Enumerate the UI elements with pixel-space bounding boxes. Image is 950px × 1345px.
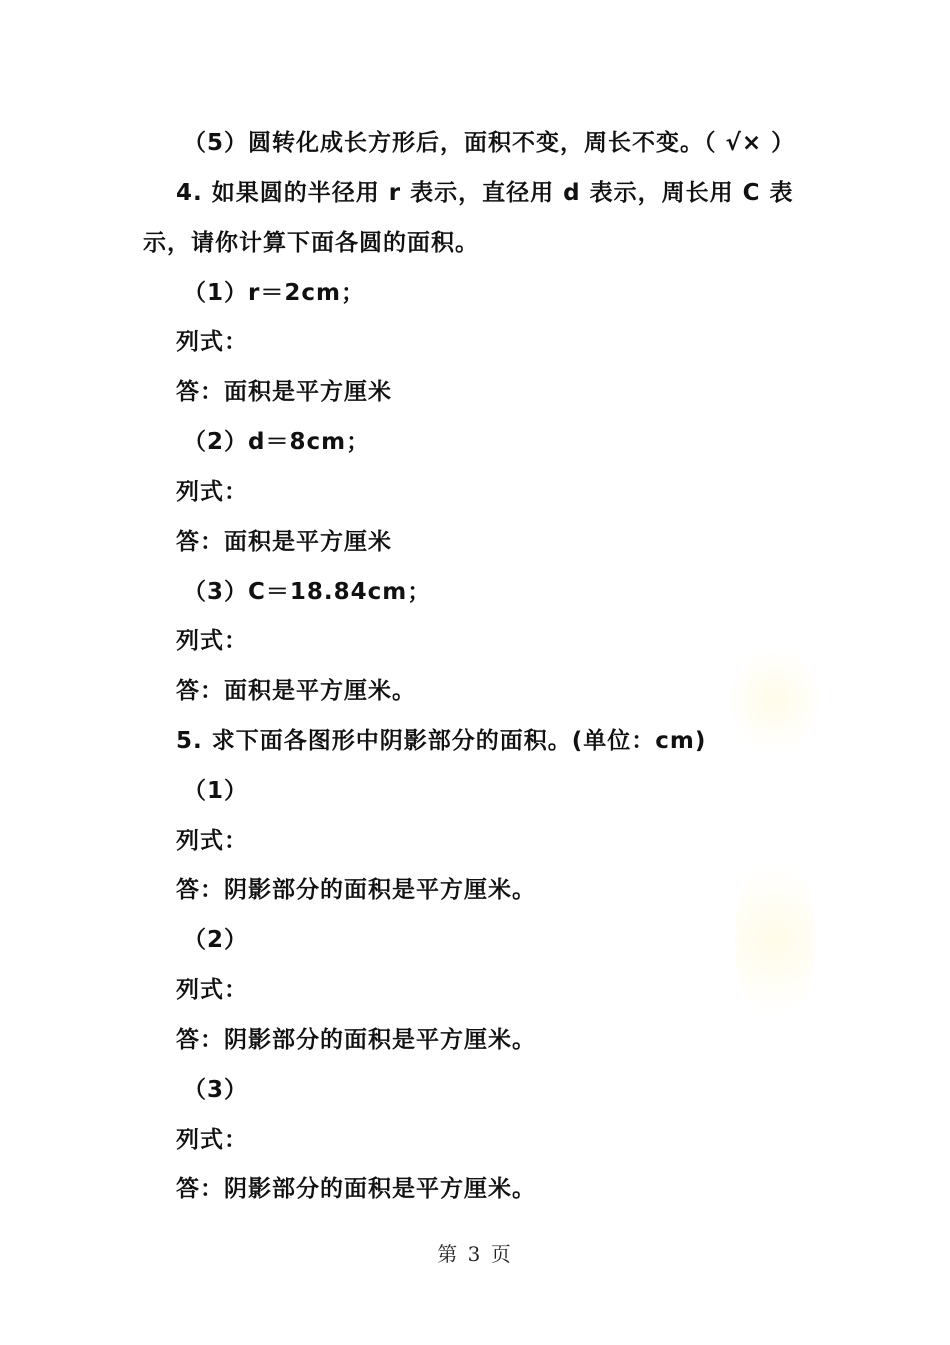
formula-label: 列式： [176,977,248,1003]
formula-label: 列式： [176,628,248,654]
question-5-part-3: （3） [183,1077,249,1103]
formula-label: 列式： [176,479,248,505]
question-5-part-2: （2） [183,927,249,953]
answer-line: 答：面积是平方厘米 [176,379,392,405]
answer-line: 答：阴影部分的面积是平方厘米。 [176,877,536,903]
formula-label: 列式： [176,1127,248,1153]
question-5-item-5: （5）圆转化成长方形后，面积不变，周长不变。（ √× ） [183,130,796,156]
question-5-part-1: （1） [183,778,249,804]
question-4-stem-continued: 示，请你计算下面各圆的面积。 [143,230,479,256]
formula-label: 列式： [176,329,248,355]
page-number: 第 3 页 [437,1242,513,1266]
question-4-part-3: （3）C＝18.84cm； [183,579,432,605]
question-4-part-1: （1）r＝2cm； [183,280,365,306]
question-4-part-2: （2）d＝8cm； [183,429,371,455]
question-5-stem: 5. 求下面各图形中阴影部分的面积。(单位：cm) [176,728,707,754]
answer-line: 答：阴影部分的面积是平方厘米。 [176,1176,536,1202]
answer-line: 答：面积是平方厘米。 [176,678,416,704]
paper-stain [735,840,815,1040]
formula-label: 列式： [176,828,248,854]
answer-line: 答：面积是平方厘米 [176,529,392,555]
answer-line: 答：阴影部分的面积是平方厘米。 [176,1027,536,1053]
question-4-stem: 4. 如果圆的半径用 r 表示，直径用 d 表示，周长用 C 表 [176,180,794,206]
paper-stain [730,640,820,760]
